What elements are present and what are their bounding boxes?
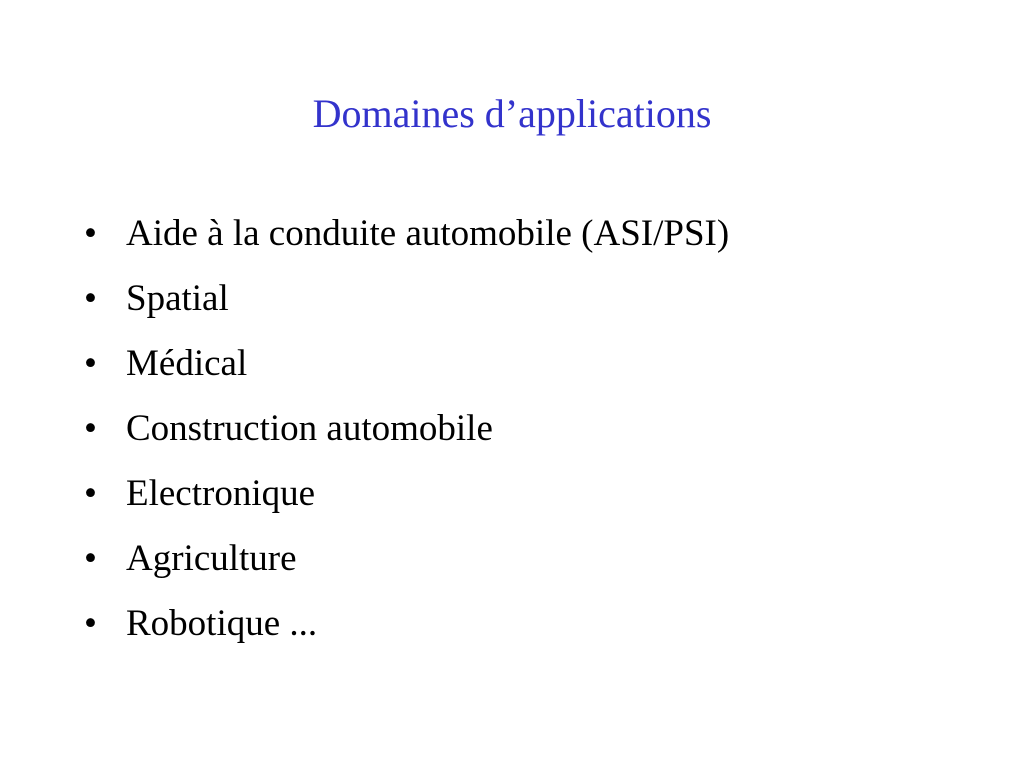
bullet-text: Electronique xyxy=(126,473,316,514)
bullet-list xyxy=(84,212,729,667)
bullet-text: Médical xyxy=(126,343,248,384)
bullet-text: Aide à la conduite automobile (ASI/PSI) xyxy=(126,213,730,254)
bullet-item xyxy=(84,602,729,667)
bullet-item xyxy=(84,407,729,472)
bullet-item xyxy=(84,472,729,537)
bullet-text: Agriculture xyxy=(126,538,297,579)
bullet-item xyxy=(84,277,729,342)
bullet-icon: • xyxy=(84,473,97,514)
bullet-text: Robotique ... xyxy=(126,603,318,644)
bullet-icon: • xyxy=(84,343,97,384)
bullet-icon: • xyxy=(84,278,97,319)
bullet-icon: • xyxy=(84,213,97,254)
bullet-text: Construction automobile xyxy=(126,408,493,449)
bullet-text: Spatial xyxy=(126,278,229,319)
bullet-item xyxy=(84,537,729,602)
bullet-icon: • xyxy=(84,538,97,579)
bullet-icon: • xyxy=(84,603,97,644)
bullet-icon: • xyxy=(84,408,97,449)
bullet-item xyxy=(84,212,729,277)
slide-title: Domaines d’applications xyxy=(312,91,712,136)
bullet-item xyxy=(84,342,729,407)
